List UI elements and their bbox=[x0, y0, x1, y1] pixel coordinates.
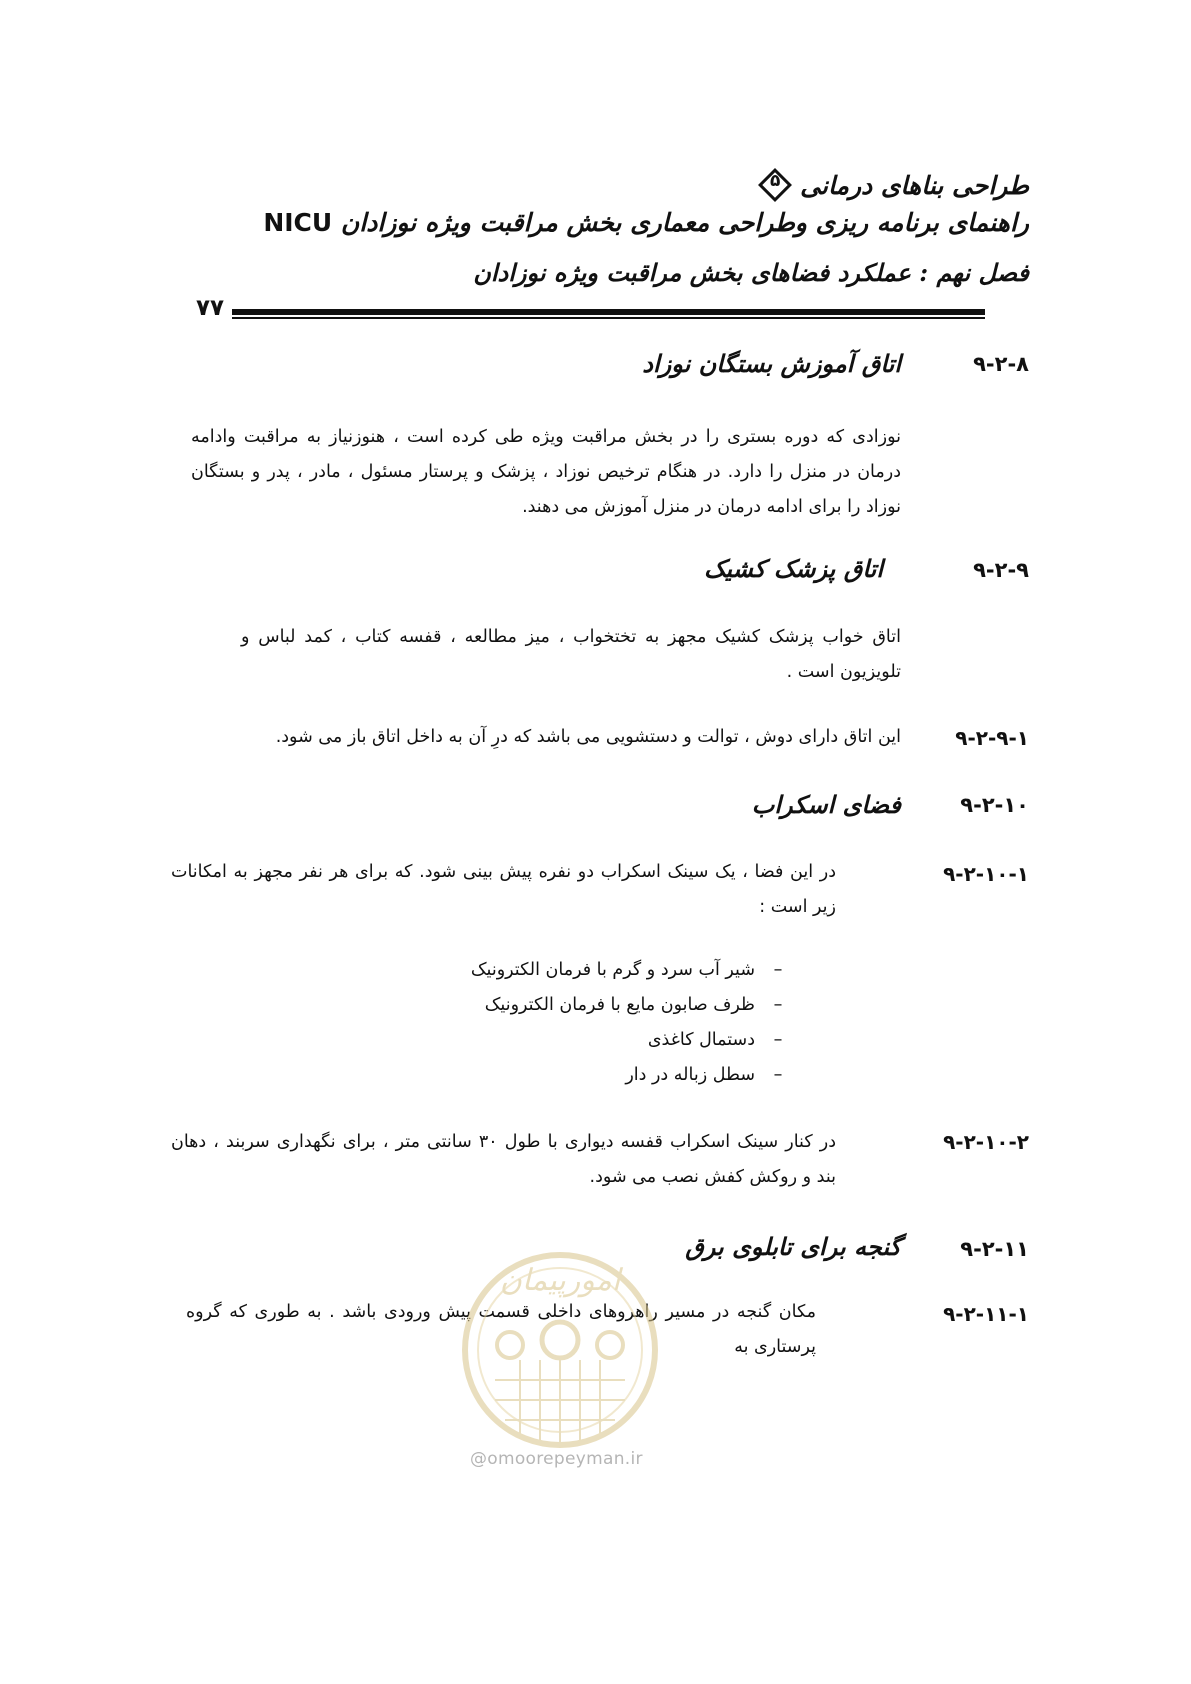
item-number: ۹-۲-۱۰-۱ bbox=[943, 862, 1029, 886]
item-text: این اتاق دارای دوش ، توالت و دستشویی می باشد که درِ آن به داخل اتاق باز می شود. bbox=[275, 727, 901, 747]
section-number: ۹-۲-۹ bbox=[973, 558, 1029, 582]
document-subtitle: راهنمای برنامه ریزی وطراحی معماری بخش مراقبت ویژه نوزادان NICU bbox=[263, 208, 1029, 237]
watermark-logo-icon bbox=[455, 1240, 665, 1480]
section-number: ۹-۲-۱۰ bbox=[960, 793, 1029, 817]
section-number: ۹-۲-۸ bbox=[973, 352, 1029, 376]
volume-number: ۵ bbox=[769, 171, 781, 191]
section-paragraph: نوزادی که دوره بستری را در بخش مراقبت ویژه طی کرده است ، هنوزنیاز به مراقبت وادامه درمان در منزل را دارد. در هنگام ترخیص نوزاد ، پزشک و پرستار مسئول ، مادر ، پدر و بستگان نوزاد را برای ادامه درمان در منزل آموزش می دهند. bbox=[191, 427, 901, 517]
section-title: فضای اسکراب bbox=[751, 790, 901, 819]
book-title: طراحی بناهای درمانی bbox=[800, 170, 1029, 200]
item-number: ۹-۲-۱۰-۲ bbox=[943, 1130, 1029, 1154]
header-rule-thick bbox=[232, 309, 985, 315]
list-item: –ظرف صابون مایع با فرمان الکترونیک bbox=[484, 995, 783, 1015]
list-item: –دستمال کاغذی bbox=[647, 1030, 783, 1050]
section-title: اتاق پزشک کشیک bbox=[703, 554, 883, 583]
item-text: در کنار سینک اسکراب قفسه دیواری با طول ۳۰ سانتی متر ، برای نگهداری سربند ، دهان بند و روکش کفش نصب می شود. bbox=[171, 1132, 836, 1187]
item-number: ۹-۲-۱۱-۱ bbox=[943, 1302, 1029, 1326]
chapter-title: فصل نهم : عملکرد فضاهای بخش مراقبت ویژه نوزادان bbox=[473, 258, 1029, 287]
subtitle-acronym: NICU bbox=[263, 208, 333, 237]
watermark-handle: @omoorepeyman.ir bbox=[470, 1449, 643, 1469]
section-title: اتاق آموزش بستگان نوزاد bbox=[642, 349, 901, 378]
page-number: ۷۷ bbox=[196, 295, 225, 321]
section-title: گنجه برای تابلوی برق bbox=[685, 1232, 901, 1261]
section-number: ۹-۲-۱۱ bbox=[960, 1237, 1029, 1261]
header-rule-thin bbox=[232, 317, 985, 319]
list-item: –شیر آب سرد و گرم با فرمان الکترونیک bbox=[470, 960, 783, 980]
svg-text:امورپیمان: امورپیمان bbox=[499, 1263, 621, 1298]
section-paragraph: اتاق خواب پزشک کشیک مجهز به تختخواب ، میز مطالعه ، قفسه کتاب ، کمد لباس و تلویزیون است . bbox=[241, 627, 901, 682]
item-text: در این فضا ، یک سینک اسکراب دو نفره پیش بینی شود. که برای هر نفر مجهز به امکانات زیر است : bbox=[171, 862, 836, 917]
volume-badge-icon bbox=[758, 168, 792, 202]
item-text: مکان گنجه در مسیر راهروهای داخلی قسمت پیش ورودی باشد . به طوری که گروه پرستاری به bbox=[186, 1302, 816, 1357]
item-number: ۹-۲-۹-۱ bbox=[955, 726, 1029, 750]
list-item: –سطل زباله در دار bbox=[625, 1065, 783, 1085]
book-title-line bbox=[758, 168, 1029, 202]
